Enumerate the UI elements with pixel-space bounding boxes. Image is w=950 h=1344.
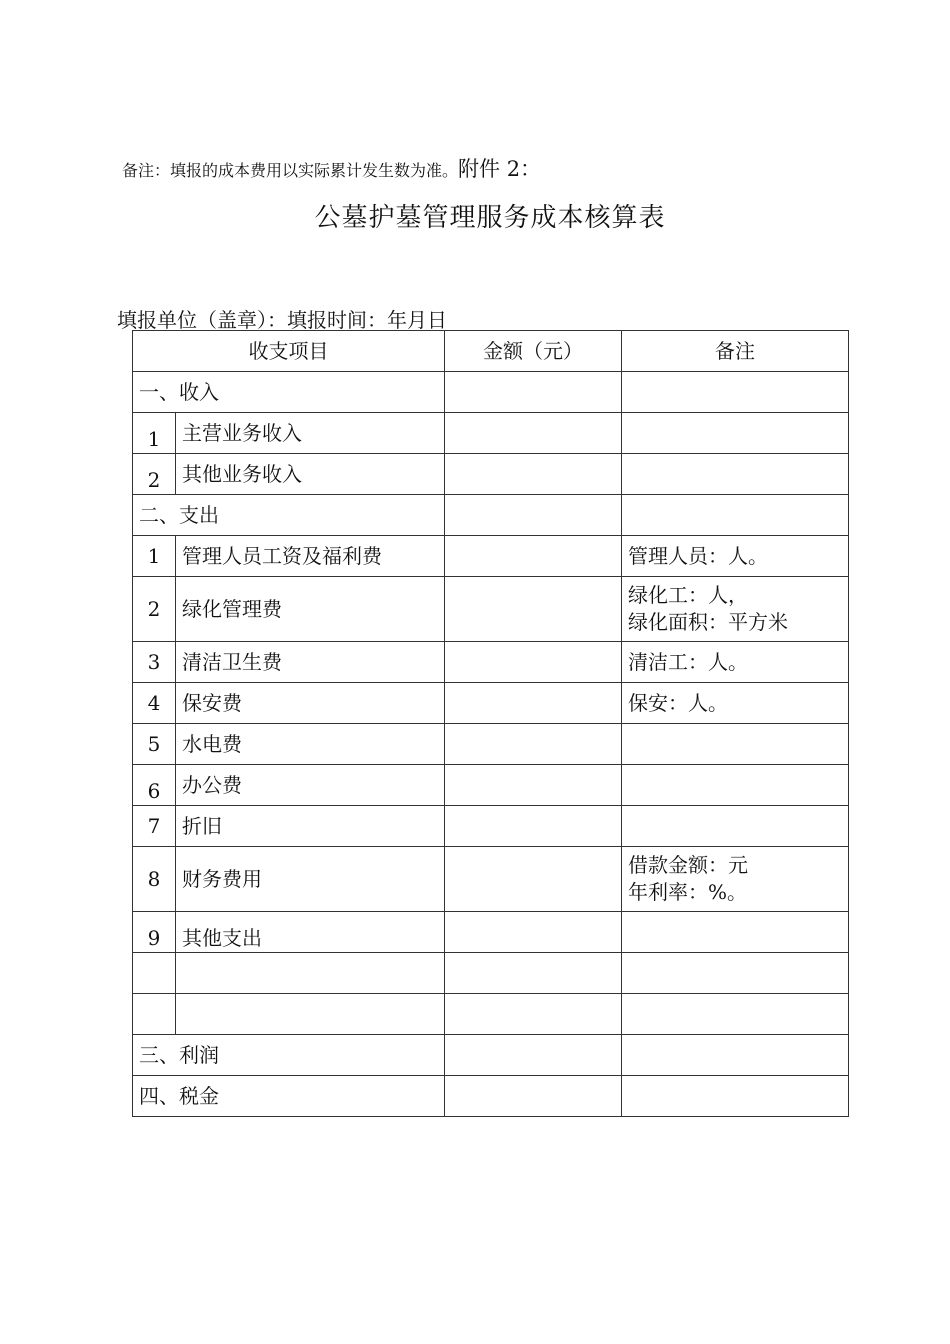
remark-cell — [622, 724, 849, 765]
amount-cell — [445, 372, 622, 413]
row-number: 9 — [133, 912, 176, 953]
remark-cell — [622, 806, 849, 847]
column-header-item: 收支项目 — [133, 331, 445, 372]
remark-cell — [622, 912, 849, 953]
table-row — [133, 806, 849, 847]
item-cell: 其他业务收入 — [176, 454, 445, 495]
remark-cell — [622, 454, 849, 495]
row-number: 2 — [133, 454, 176, 495]
section-row-expense — [133, 495, 849, 536]
amount-cell — [445, 724, 622, 765]
row-number — [133, 953, 176, 994]
amount-cell — [445, 642, 622, 683]
remark-cell — [622, 994, 849, 1035]
item-cell — [176, 953, 445, 994]
section-label: 二、支出 — [133, 495, 445, 536]
amount-cell — [445, 953, 622, 994]
table-header-row — [133, 331, 849, 372]
item-cell: 管理人员工资及福利费 — [176, 536, 445, 577]
remark-cell — [622, 1076, 849, 1117]
table-row — [133, 683, 849, 724]
amount-cell — [445, 1076, 622, 1117]
row-number: 8 — [133, 847, 176, 912]
item-cell: 清洁卫生费 — [176, 642, 445, 683]
section-label: 一、收入 — [133, 372, 445, 413]
amount-cell — [445, 536, 622, 577]
table-row — [133, 536, 849, 577]
amount-cell — [445, 683, 622, 724]
reporting-unit-line: 填报单位（盖章）：填报时间：年月日 — [117, 308, 447, 332]
item-cell: 水电费 — [176, 724, 445, 765]
item-cell: 办公费 — [176, 765, 445, 806]
remark-line: 绿化工：人， — [628, 583, 748, 607]
remark-cell: 保安：人。 — [622, 683, 849, 724]
table-row — [133, 642, 849, 683]
table-row — [133, 724, 849, 765]
blank-row — [133, 953, 849, 994]
remark-cell — [622, 847, 849, 912]
item-cell: 保安费 — [176, 683, 445, 724]
remark-cell — [622, 765, 849, 806]
table-row — [133, 847, 849, 912]
row-number: 2 — [133, 577, 176, 642]
amount-cell — [445, 454, 622, 495]
table-row — [133, 413, 849, 454]
row-number: 1 — [133, 413, 176, 454]
amount-cell — [445, 577, 622, 642]
cost-accounting-table — [132, 330, 849, 1117]
table-row — [133, 765, 849, 806]
section-row-income — [133, 372, 849, 413]
section-row-profit — [133, 1035, 849, 1076]
page-title: 公墓护墓管理服务成本核算表 — [314, 203, 666, 233]
amount-cell — [445, 765, 622, 806]
item-cell: 其他支出 — [176, 912, 445, 953]
remark-cell: 管理人员：人。 — [622, 536, 849, 577]
remark-text: 备注：填报的成本费用以实际累计发生数为准。 — [122, 161, 459, 180]
amount-cell — [445, 413, 622, 454]
amount-cell — [445, 495, 622, 536]
remark-cell — [622, 372, 849, 413]
table-row — [133, 577, 849, 642]
row-number: 7 — [133, 806, 176, 847]
section-label: 三、利润 — [133, 1035, 445, 1076]
remark-cell — [622, 1035, 849, 1076]
amount-cell — [445, 806, 622, 847]
column-header-remark: 备注 — [622, 331, 849, 372]
amount-cell — [445, 912, 622, 953]
table-row — [133, 454, 849, 495]
row-number: 3 — [133, 642, 176, 683]
row-number — [133, 994, 176, 1035]
table-row — [133, 912, 849, 953]
remark-cell: 清洁工：人。 — [622, 642, 849, 683]
remark-cell — [622, 577, 849, 642]
remark-line: 绿化面积：平方米 — [628, 610, 788, 634]
remark-line: 年利率：%。 — [628, 880, 748, 904]
remark-cell — [622, 953, 849, 994]
amount-cell — [445, 1035, 622, 1076]
item-cell: 主营业务收入 — [176, 413, 445, 454]
row-number: 6 — [133, 765, 176, 806]
row-number: 4 — [133, 683, 176, 724]
item-cell — [176, 994, 445, 1035]
remark-line: 借款金额：元 — [628, 853, 748, 877]
item-cell: 折旧 — [176, 806, 445, 847]
row-number: 1 — [133, 536, 176, 577]
column-header-amount: 金额（元） — [445, 331, 622, 372]
section-label: 四、税金 — [133, 1076, 445, 1117]
section-row-tax — [133, 1076, 849, 1117]
row-number: 5 — [133, 724, 176, 765]
item-cell: 财务费用 — [176, 847, 445, 912]
remark-cell — [622, 413, 849, 454]
remark-cell — [622, 495, 849, 536]
annex-label: 附件 2： — [458, 157, 542, 181]
amount-cell — [445, 994, 622, 1035]
item-cell: 绿化管理费 — [176, 577, 445, 642]
amount-cell — [445, 847, 622, 912]
blank-row — [133, 994, 849, 1035]
footnote-remark — [122, 153, 541, 183]
